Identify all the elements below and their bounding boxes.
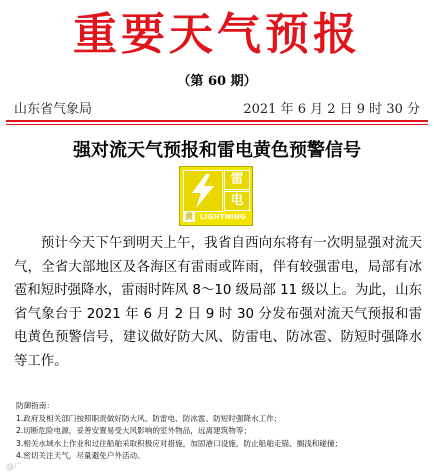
defense-guide-item: 1.政府及相关部门按照职责做好防大风、防雷电、防冰雹、防短时强降水工作； bbox=[16, 413, 282, 423]
signal-char-2: 电 bbox=[224, 191, 250, 211]
signal-level-cn: 黄 bbox=[185, 212, 193, 221]
defense-guide-item: 3.相关水域水上作业和过往船舶采取积极应对措施，加固港口设施，防止船舶走锚、搁浅和碰撞； bbox=[16, 438, 343, 448]
watermark: @广 bbox=[6, 462, 22, 471]
issue-datetime: 2021 年 6 月 2 日 9 时 30 分 bbox=[243, 102, 420, 117]
header-rule bbox=[6, 120, 428, 122]
header-rule-thin bbox=[6, 124, 428, 125]
defense-guide-heading: 防御指南： bbox=[16, 401, 54, 410]
document-title: 强对流天气预报和雷电黄色预警信号 bbox=[73, 140, 361, 161]
signal-label-en: LIGHTNING bbox=[199, 213, 247, 221]
issuer-name: 山东省气象局 bbox=[14, 102, 93, 117]
lightning-icon bbox=[183, 170, 223, 212]
defense-guide bbox=[16, 400, 420, 463]
masthead-title: 重要天气预报 bbox=[73, 9, 361, 60]
forecast-body: 预计今天下午到明天上午，我省自西向东将有一次明显强对流天气，全省大部地区及各海区有雷雨或阵雨，伴有较强雷电，局部有冰雹和短时强降水，雷雨时阵风 8～10 级局部 11 级以上。为此，山东省气象台于 2021 年 6 月 2 日 9 时 30 分发布强对流天气预报和雷电黄色预警信号，建议做好防大风、防雷电、防冰雹、防短时强降水等工作。 bbox=[14, 236, 422, 369]
meta-row bbox=[14, 98, 420, 118]
signal-char-1: 雷 bbox=[224, 170, 250, 190]
lightning-warning-signal bbox=[179, 166, 253, 226]
issue-number: （第 60 期） bbox=[177, 74, 257, 89]
defense-guide-item: 4.密切关注天气，尽量避免户外活动。 bbox=[16, 451, 145, 461]
defense-guide-item: 2.切断危险电源，妥善安置易受大风影响的室外物品，远离建筑物等； bbox=[16, 426, 252, 436]
